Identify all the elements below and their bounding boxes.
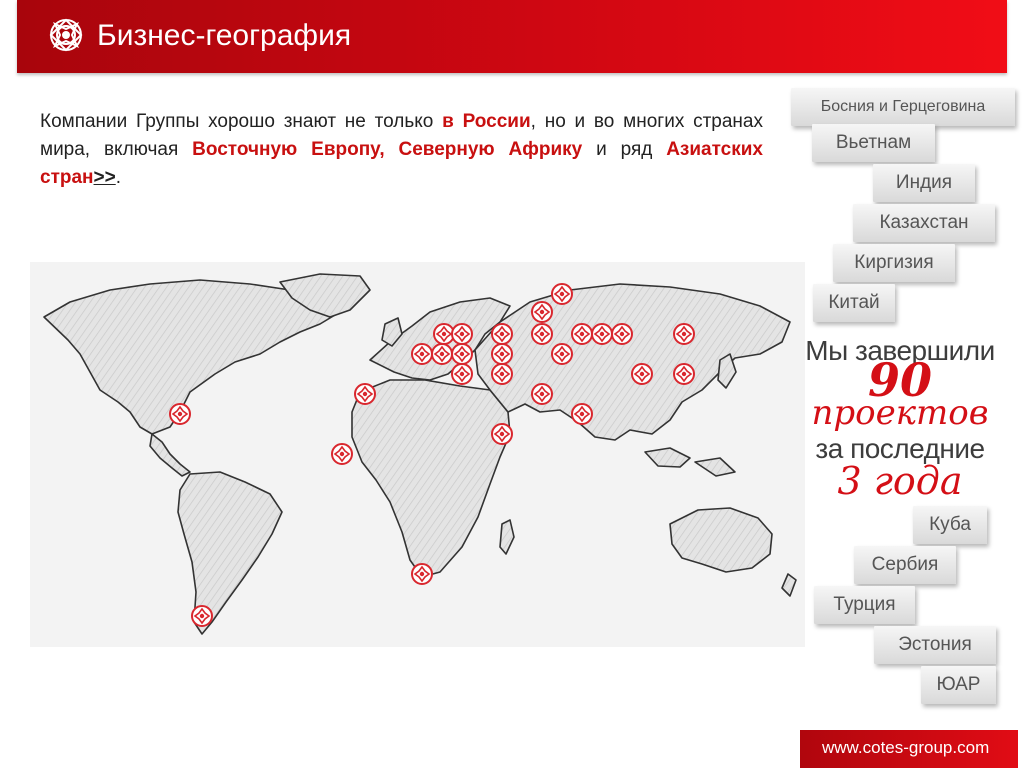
country-tag-kazakhstan[interactable]: Казахстан <box>853 204 995 242</box>
page-title: Бизнес-география <box>97 19 352 52</box>
country-tag-bosnia[interactable]: Босния и Герцеговина <box>791 88 1015 126</box>
highlight-russia: в России <box>442 111 531 132</box>
intro-text-1: Компании Группы хорошо знают не только <box>40 111 443 132</box>
projects-banner <box>805 335 995 503</box>
country-tag-india[interactable]: Индия <box>873 164 975 202</box>
country-tag-estonia[interactable]: Эстония <box>874 626 996 664</box>
banner-line-projects: проектов <box>811 393 989 433</box>
banner-line-years: 3 года <box>837 459 963 503</box>
header-bar <box>17 0 1007 73</box>
country-tag-kyrgyzstan[interactable]: Киргизия <box>833 244 955 282</box>
world-map-drawing <box>30 262 805 647</box>
country-tag-serbia[interactable]: Сербия <box>854 546 956 584</box>
rosette-logo-icon <box>48 17 84 53</box>
footer-bar <box>800 730 1018 768</box>
footer-url[interactable]: www.cotes-group.com <box>822 738 990 757</box>
country-tag-turkey[interactable]: Турция <box>814 586 915 624</box>
banner-line-last: за последние <box>815 433 985 464</box>
intro-text-3: и ряд <box>582 139 667 160</box>
banner-project-count: 90 <box>867 353 932 407</box>
more-link[interactable]: >> <box>93 167 116 188</box>
intro-paragraph <box>40 108 763 192</box>
highlight-europe-africa: Восточную Европу, Северную Африку <box>192 139 583 160</box>
highlight-asia: Азиатских стран <box>40 139 763 188</box>
country-tag-china[interactable]: Китай <box>813 284 895 322</box>
banner-line-completed: Мы завершили <box>805 335 995 366</box>
country-tag-cuba[interactable]: Куба <box>913 506 987 544</box>
intro-text-4: . <box>115 167 122 188</box>
country-tag-vietnam[interactable]: Вьетнам <box>812 124 935 162</box>
intro-text-2: , но и во многих странах мира, включая <box>40 111 763 160</box>
country-tag-south-africa[interactable]: ЮАР <box>921 666 996 704</box>
world-map <box>30 262 805 647</box>
